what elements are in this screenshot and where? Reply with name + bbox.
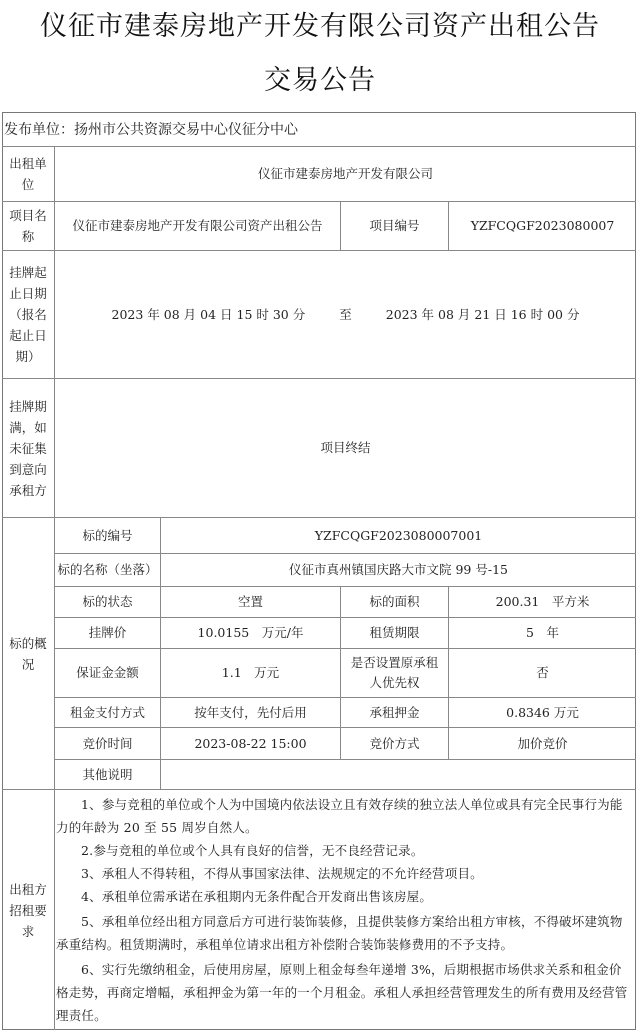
requirement-item: 5、承租单位经出租方同意后方可进行装饰装修，且提供装修方案给出租方审核，不得破坏建筑物承重结构。租赁期满时，承租单位请求出租方补偿附合装饰装修费用的不予支持。 xyxy=(56,914,623,952)
project-code-value: YZFCQGF2023080007 xyxy=(470,218,615,233)
status-label: 标的状态 xyxy=(82,594,133,609)
rent-deposit-value: 0.8346 万元 xyxy=(506,704,579,720)
project-code-label: 项目编号 xyxy=(369,218,420,233)
listing-period-label: 挂牌起止日期（报名起止日期） xyxy=(9,265,47,364)
priority-value: 否 xyxy=(536,665,549,680)
expiry-label: 挂牌期满，如未征集到意向承租方 xyxy=(9,398,47,498)
publisher: 发布单位：扬州市公共资源交易中心仪征分中心 xyxy=(4,121,298,138)
lessor-value: 仪征市建泰房地产开发有限公司 xyxy=(257,166,433,181)
listing-end: 2023 年 08 月 21 日 16 时 00 分 xyxy=(385,306,580,322)
row-divider xyxy=(2,789,636,790)
item-name: 仪征市真州镇国庆路大市文院 99 号-15 xyxy=(289,562,508,577)
payment-label: 租金支付方式 xyxy=(69,704,145,720)
price-value: 10.0155 万元/年 xyxy=(197,625,304,640)
item-name-label: 标的名称（坐落） xyxy=(57,562,158,577)
bid-method-value: 加价竞价 xyxy=(517,735,568,751)
lessor-label: 出租单位 xyxy=(9,156,47,192)
requirement-item: 4、承租单位需承诺在承租期内无条件配合开发商出售该房屋。 xyxy=(81,889,433,904)
payment-value: 按年支付，先付后用 xyxy=(194,704,307,720)
other-value xyxy=(161,760,636,789)
other-label: 其他说明 xyxy=(82,766,133,782)
listing-period xyxy=(55,251,636,378)
status-value: 空置 xyxy=(237,594,263,609)
requirement-item: 3、承租人不得转租，不得从事国家法律、法规规定的不允许经营项目。 xyxy=(81,866,483,881)
requirements-label: 出租方招租要求 xyxy=(9,881,47,939)
overview-label: 标的概况 xyxy=(9,635,47,672)
deposit-label: 保证金金额 xyxy=(76,665,139,680)
page-title: 仪征市建泰房地产开发有限公司资产出租公告 xyxy=(40,11,600,42)
project-name-value: 仪征市建泰房地产开发有限公司资产出租公告 xyxy=(72,218,323,233)
item-code: YZFCQGF2023080007001 xyxy=(314,527,483,543)
requirement-item: 2.参与竞租的单位或个人具有良好的信誉，无不良经营记录。 xyxy=(81,843,424,858)
listing-to: 至 xyxy=(339,306,352,322)
bid-time-value: 2023-08-22 15:00 xyxy=(194,735,307,751)
area-label: 标的面积 xyxy=(369,594,420,609)
bid-time-label: 竞价时间 xyxy=(82,735,133,751)
rent-deposit-label: 承租押金 xyxy=(369,704,420,720)
term-value: 5 年 xyxy=(526,625,559,640)
priority-label: 是否设置原承租人优先权 xyxy=(350,655,439,690)
bid-method-label: 竞价方式 xyxy=(369,735,420,751)
price-label: 挂牌价 xyxy=(88,625,127,640)
page-subtitle: 交易公告 xyxy=(264,65,376,96)
expiry-value: 项目终结 xyxy=(320,440,371,455)
listing-start: 2023 年 08 月 04 日 15 时 30 分 xyxy=(111,306,306,322)
requirement-item: 6、实行先缴纳租金，后使用房屋，原则上租金每叁年递增 3%，后期根据市场供求关系和租金价格走势，再商定增幅，承租押金为第一年的一个月租金。承租人承担经营管理发生的所有费用及经营管理责任。 xyxy=(56,962,628,1023)
project-name-label: 项目名称 xyxy=(9,208,47,244)
requirement-item: 1、参与竞租的单位或个人为中国境内依法设立且有效存续的独立法人单位或具有完全民事行为能力的年龄为 20 至 55 周岁自然人。 xyxy=(56,797,623,835)
item-code-label: 标的编号 xyxy=(82,527,133,543)
deposit-value: 1.1 万元 xyxy=(221,665,280,680)
term-label: 租赁期限 xyxy=(369,625,420,640)
area-value: 200.31 平方米 xyxy=(495,594,590,609)
